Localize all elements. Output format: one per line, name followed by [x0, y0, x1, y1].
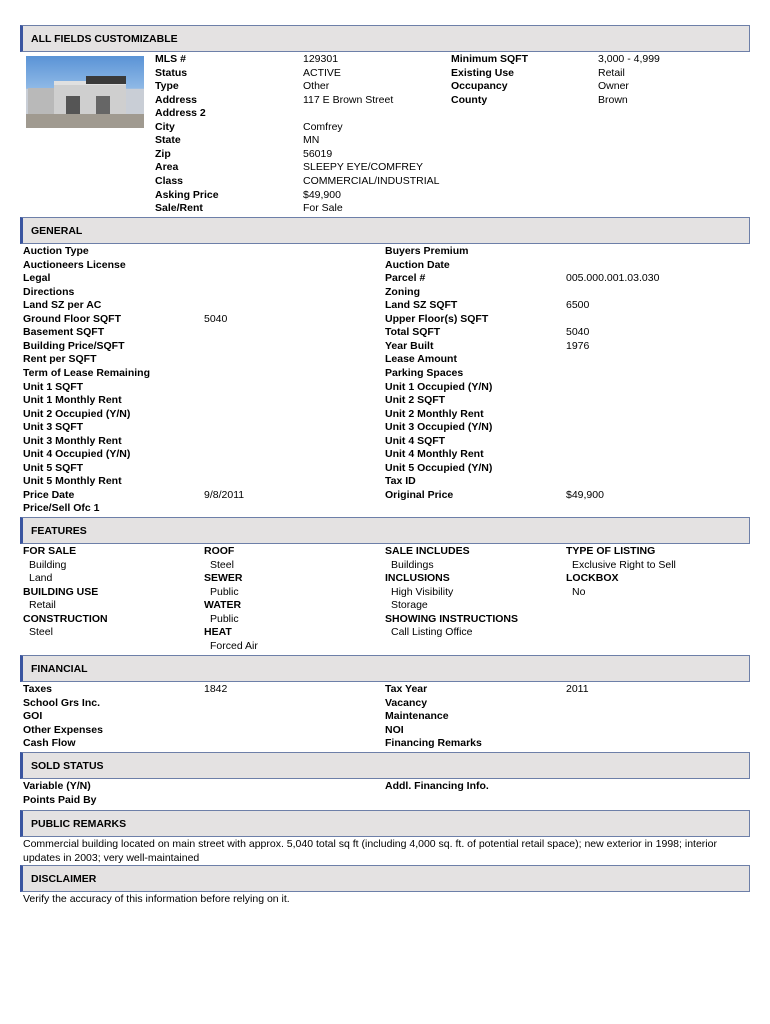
financial-field-value: 1842: [204, 683, 228, 695]
listing-field-label: State: [155, 134, 181, 147]
feature-col2-heading: SEWER: [204, 572, 243, 585]
general-field-label: Directions: [23, 285, 75, 298]
listing-field-label: Asking Price: [155, 188, 219, 201]
general-field-value: 5040: [204, 312, 228, 325]
feature-col1-item: Steel: [29, 626, 53, 639]
feature-col3-heading: SALE INCLUDES: [385, 545, 470, 557]
financial-field-label: NOI: [385, 723, 404, 736]
general-field-label: Unit 4 Occupied (Y/N): [23, 448, 131, 461]
financial-field-value: 2011: [566, 683, 589, 695]
general-field-label: Unit 1 Monthly Rent: [23, 394, 122, 407]
general-field-label: Unit 5 SQFT: [23, 461, 84, 474]
financial-field-label: GOI: [23, 710, 43, 723]
general-field-label: Unit 1 SQFT: [23, 380, 84, 393]
general-field-value: 9/8/2011: [204, 488, 245, 501]
feature-col2-item: Public: [210, 612, 239, 625]
listing-field-label: Address: [155, 93, 198, 106]
listing-field-value: $49,900: [303, 188, 341, 201]
feature-col3-item: Call Listing Office: [391, 626, 473, 639]
feature-col2-heading: HEAT: [204, 626, 232, 639]
feature-col3-item: Buildings: [391, 558, 434, 571]
listing-field-label: Class: [155, 174, 184, 187]
section-header-features: FEATURES: [20, 517, 750, 544]
feature-col1-heading: CONSTRUCTION: [23, 612, 108, 625]
general-field-label: Original Price: [385, 488, 454, 501]
general-field-label: Unit 4 SQFT: [385, 434, 446, 447]
listing-field-label: Status: [155, 66, 188, 79]
general-field-label: Price/Sell Ofc 1: [23, 502, 100, 515]
listing-field-label: Address 2: [155, 107, 206, 120]
listing-field-label: MLS #: [155, 53, 186, 65]
general-field-label: Unit 3 Monthly Rent: [23, 434, 122, 447]
general-field-label: Auction Date: [385, 258, 450, 271]
general-field-label: Buyers Premium: [385, 245, 469, 257]
sold-field-label: Variable (Y/N): [23, 780, 91, 792]
general-field-label: Unit 2 Monthly Rent: [385, 407, 484, 420]
feature-col3-item: High Visibility: [391, 585, 454, 598]
section-header-sold-status: SOLD STATUS: [20, 752, 750, 779]
general-field-label: Unit 5 Occupied (Y/N): [385, 461, 493, 474]
feature-col3-item: Storage: [391, 599, 428, 612]
feature-col1-item: Retail: [29, 599, 56, 612]
general-field-label: Building Price/SQFT: [23, 339, 125, 352]
section-header-general: GENERAL: [20, 217, 750, 244]
general-field-label: Upper Floor(s) SQFT: [385, 312, 489, 325]
feature-col3-heading: INCLUSIONS: [385, 572, 450, 585]
general-field-label: Unit 3 Occupied (Y/N): [385, 421, 493, 434]
feature-col4-heading: TYPE OF LISTING: [566, 545, 656, 557]
sold-field-label: Points Paid By: [23, 793, 97, 806]
feature-col3-heading: SHOWING INSTRUCTIONS: [385, 612, 518, 625]
general-field-label: Year Built: [385, 339, 434, 352]
general-field-label: Legal: [23, 272, 51, 285]
general-field-label: Price Date: [23, 488, 75, 501]
general-field-label: Zoning: [385, 285, 420, 298]
public-remarks-text: Commercial building located on main street with approx. 5,040 total sq ft (including 4,000 sq. ft. of potential retail space); new exterior in 1998; interior updates in 2003; very well-maintained: [23, 838, 717, 864]
general-field-value: 1976: [566, 339, 590, 352]
section-header-public-remarks: PUBLIC REMARKS: [20, 810, 750, 837]
general-field-label: Parcel #: [385, 272, 426, 285]
general-field-label: Unit 3 SQFT: [23, 421, 84, 434]
listing-field-value: 3,000 - 4,999: [598, 53, 660, 65]
listing-field-label: City: [155, 120, 175, 133]
sold-field-label: Addl. Financing Info.: [385, 780, 489, 792]
listing-field-value: Retail: [598, 66, 625, 79]
listing-field-label: Type: [155, 80, 179, 93]
listing-field-label: Minimum SQFT: [451, 53, 528, 65]
general-field-label: Total SQFT: [385, 326, 441, 339]
financial-field-label: Maintenance: [385, 710, 449, 723]
general-field-label: Lease Amount: [385, 353, 457, 366]
feature-col1-item: Building: [29, 558, 67, 571]
general-field-value: 005.000.001.03.030: [566, 272, 660, 285]
listing-field-value: SLEEPY EYE/COMFREY: [303, 161, 424, 174]
section-header-all-fields: ALL FIELDS CUSTOMIZABLE: [20, 25, 750, 52]
general-field-label: Parking Spaces: [385, 366, 464, 379]
general-field-label: Unit 2 Occupied (Y/N): [23, 407, 131, 420]
listing-field-value: Brown: [598, 93, 628, 106]
financial-field-label: School Grs Inc.: [23, 696, 101, 709]
listing-field-value: Comfrey: [303, 120, 343, 133]
general-field-label: Land SZ SQFT: [385, 299, 458, 312]
general-field-label: Auction Type: [23, 245, 89, 257]
general-field-value: 5040: [566, 326, 590, 339]
general-field-label: Land SZ per AC: [23, 299, 102, 312]
general-field-value: 6500: [566, 299, 590, 312]
listing-field-label: Existing Use: [451, 66, 515, 79]
general-field-label: Term of Lease Remaining: [23, 366, 151, 379]
financial-field-label: Vacancy: [385, 696, 428, 709]
listing-field-value: MN: [303, 134, 320, 147]
general-field-label: Unit 5 Monthly Rent: [23, 475, 122, 488]
listing-field-value: 129301: [303, 53, 339, 65]
general-field-label: Unit 4 Monthly Rent: [385, 448, 484, 461]
financial-field-label: Other Expenses: [23, 723, 103, 736]
listing-field-value: 117 E Brown Street: [303, 93, 394, 106]
financial-field-label: Cash Flow: [23, 737, 76, 750]
feature-col4-item: No: [572, 585, 586, 598]
financial-field-label: Financing Remarks: [385, 737, 482, 750]
feature-col2-heading: WATER: [204, 599, 242, 612]
listing-field-value: For Sale: [303, 202, 343, 215]
feature-col2-item: Public: [210, 585, 239, 598]
listing-field-value: ACTIVE: [303, 66, 341, 79]
property-photo: [26, 56, 144, 128]
financial-field-label: Taxes: [23, 683, 52, 695]
listing-field-label: Area: [155, 161, 179, 174]
general-field-label: Unit 1 Occupied (Y/N): [385, 380, 493, 393]
general-field-label: Tax ID: [385, 475, 416, 488]
feature-col1-heading: BUILDING USE: [23, 585, 99, 598]
listing-field-value: 56019: [303, 147, 333, 160]
feature-col2-heading: ROOF: [204, 545, 235, 557]
disclaimer-text: Verify the accuracy of this information before relying on it.: [23, 893, 290, 905]
listing-field-label: Zip: [155, 147, 171, 160]
feature-col2-item: Forced Air: [210, 639, 258, 652]
listing-field-label: Occupancy: [451, 80, 508, 93]
listing-field-label: County: [451, 93, 488, 106]
section-header-disclaimer: DISCLAIMER: [20, 865, 750, 892]
general-field-value: $49,900: [566, 488, 604, 501]
feature-col1-item: Land: [29, 572, 53, 585]
general-field-label: Unit 2 SQFT: [385, 394, 446, 407]
listing-field-label: Sale/Rent: [155, 202, 203, 215]
feature-col1-heading: FOR SALE: [23, 545, 77, 557]
feature-col4-heading: LOCKBOX: [566, 572, 619, 585]
section-header-financial: FINANCIAL: [20, 655, 750, 682]
listing-field-value: Owner: [598, 80, 629, 93]
general-field-label: Auctioneers License: [23, 258, 126, 271]
feature-col4-item: Exclusive Right to Sell: [572, 558, 676, 571]
financial-field-label: Tax Year: [385, 683, 428, 695]
general-field-label: Rent per SQFT: [23, 353, 97, 366]
listing-field-value: Other: [303, 80, 330, 93]
feature-col2-item: Steel: [210, 558, 234, 571]
listing-field-value: COMMERCIAL/INDUSTRIAL: [303, 174, 440, 187]
general-field-label: Basement SQFT: [23, 326, 105, 339]
general-field-label: Ground Floor SQFT: [23, 312, 121, 325]
